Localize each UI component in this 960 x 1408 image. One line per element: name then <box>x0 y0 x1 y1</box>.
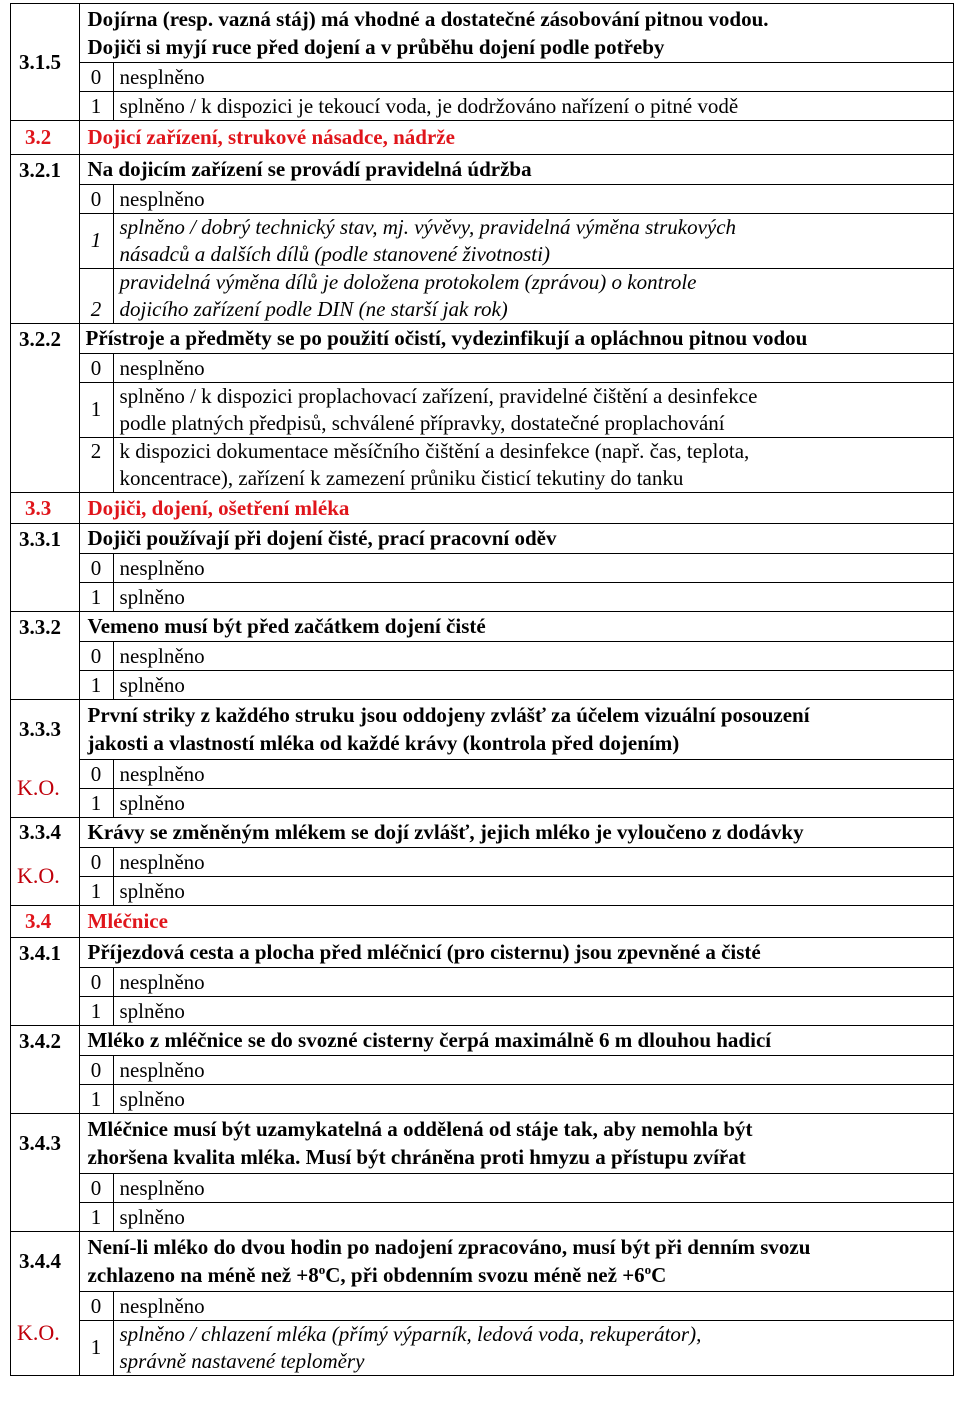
option-number: 0 <box>79 1055 113 1084</box>
option-number: 1 <box>79 382 113 437</box>
option-text <box>113 1320 953 1375</box>
option-text <box>113 213 953 268</box>
option-text: nesplněno <box>113 759 953 788</box>
option-text: nesplněno <box>113 353 953 382</box>
question-part: zchlazeno na méně než +8 <box>87 1263 319 1287</box>
option-line: dojicího zařízení podle DIN (ne starší jak rok) <box>119 296 508 321</box>
option-number: 1 <box>79 996 113 1025</box>
option-text <box>113 268 953 323</box>
item-question: Krávy se změněným mlékem se dojí zvlášť, jejich mléko je vyloučeno z dodávky <box>79 817 953 847</box>
option-text: splněno / k dispozici je tekoucí voda, je dodržováno nařízení o pitné vodě <box>113 91 953 120</box>
knockout-label: K.O. <box>11 1291 79 1375</box>
empty-cell <box>11 1173 79 1231</box>
option-number: 0 <box>79 847 113 876</box>
option-text: nesplněno <box>113 184 953 213</box>
item-question: Přístroje a předměty se po použití očistí, vydezinfikují a opláchnou pitnou vodou <box>79 323 953 353</box>
section-number: 3.2 <box>11 120 79 154</box>
option-number: 1 <box>79 876 113 905</box>
option-number: 1 <box>79 213 113 268</box>
option-number: 0 <box>79 553 113 582</box>
item-question: Dojiči používají při dojení čisté, prací pracovní oděv <box>79 523 953 553</box>
option-text <box>113 437 953 492</box>
section-title: Dojicí zařízení, strukové násadce, nádrže <box>79 120 953 154</box>
item-code: 3.3.3 <box>11 699 79 759</box>
option-number: 2 <box>79 268 113 323</box>
option-number: 0 <box>79 759 113 788</box>
option-line: splněno / dobrý technický stav, mj. vývěvy, pravidelná výměna strukových <box>119 214 737 239</box>
option-number: 1 <box>79 582 113 611</box>
option-line: správně nastavené teploměry <box>119 1348 365 1373</box>
option-number: 0 <box>79 1291 113 1320</box>
option-number: 1 <box>79 91 113 120</box>
option-text: splněno <box>113 1202 953 1231</box>
item-question: Příjezdová cesta a plocha před mléčnicí (pro cisternu) jsou zpevněné a čisté <box>79 937 953 967</box>
item-question: Vemeno musí být před začátkem dojení čisté <box>79 611 953 641</box>
option-line: splněno / chlazení mléka (přímý výparník, ledová voda, rekuperátor), <box>119 1321 702 1346</box>
item-code: 3.3.1 <box>11 523 79 611</box>
option-text: splněno <box>113 670 953 699</box>
option-number: 0 <box>79 62 113 91</box>
option-text: nesplněno <box>113 847 953 876</box>
item-code: 3.4.1 <box>11 937 79 1025</box>
option-number: 1 <box>79 1202 113 1231</box>
option-number: 0 <box>79 184 113 213</box>
question-line: Mléčnice musí být uzamykatelná a oddělená od stáje tak, aby nemohla být <box>87 1117 753 1141</box>
item-code: 3.4.3 <box>11 1113 79 1173</box>
option-line: pravidelná výměna dílů je doložena protokolem (zprávou) o kontrole <box>119 269 697 294</box>
item-code: 3.2.2 <box>11 323 79 492</box>
option-text: nesplněno <box>113 641 953 670</box>
option-line: koncentrace), zařízení k zamezení průniku čisticí tekutiny do tanku <box>119 465 684 490</box>
item-question: Mléko z mléčnice se do svozné cisterny čerpá maximálně 6 m dlouhou hadicí <box>79 1025 953 1055</box>
option-text: nesplněno <box>113 553 953 582</box>
option-text: nesplněno <box>113 1291 953 1320</box>
option-text: splněno <box>113 876 953 905</box>
item-question <box>79 4 953 62</box>
question-line: jakosti a vlastností mléka od každé krávy (kontrola před dojením) <box>87 731 680 755</box>
item-question <box>79 1113 953 1173</box>
option-text: splněno <box>113 788 953 817</box>
item-code: 3.3.4 <box>11 817 79 847</box>
item-code: 3.2.1 <box>11 154 79 323</box>
section-title: Dojiči, dojení, ošetření mléka <box>79 492 953 523</box>
question-part: C, při obdenním svozu méně než +6 <box>325 1263 645 1287</box>
question-line: První striky z každého struku jsou oddojeny zvlášť za účelem vizuální posouzení <box>87 703 810 727</box>
option-text: nesplněno <box>113 967 953 996</box>
option-number: 0 <box>79 967 113 996</box>
item-code: 3.4.2 <box>11 1025 79 1113</box>
option-number: 0 <box>79 641 113 670</box>
section-number: 3.3 <box>11 492 79 523</box>
option-number: 1 <box>79 1320 113 1375</box>
item-question <box>79 699 953 759</box>
knockout-label: K.O. <box>11 759 79 817</box>
item-question <box>79 1231 953 1291</box>
question-line: zhoršena kvalita mléka. Musí být chráněna proti hmyzu a přístupu zvířat <box>87 1145 746 1169</box>
option-number: 0 <box>79 353 113 382</box>
question-line: Dojiči si myjí ruce před dojení a v průběhu dojení podle potřeby <box>87 34 665 59</box>
section-number: 3.4 <box>11 905 79 937</box>
item-code: 3.1.5 <box>11 4 79 120</box>
question-line: Dojírna (resp. vazná stáj) má vhodné a dostatečné zásobování pitnou vodou. <box>87 6 769 31</box>
option-text: nesplněno <box>113 1173 953 1202</box>
option-number: 1 <box>79 1084 113 1113</box>
section-title: Mléčnice <box>79 905 953 937</box>
degree-mark: o <box>644 1262 652 1277</box>
option-text: splněno <box>113 1084 953 1113</box>
option-number: 1 <box>79 788 113 817</box>
option-line: k dispozici dokumentace měsíčního čištění a desinfekce (např. čas, teplota, <box>119 438 750 463</box>
option-number: 1 <box>79 670 113 699</box>
option-text: nesplněno <box>113 62 953 91</box>
option-number: 2 <box>79 437 113 492</box>
question-line: Není-li mléko do dvou hodin po nadojení zpracováno, musí být při denním svozu <box>87 1235 811 1259</box>
option-line: násadců a dalších dílů (podle stanovené životnosti) <box>119 241 550 266</box>
knockout-label: K.O. <box>11 847 79 905</box>
item-code: 3.3.2 <box>11 611 79 699</box>
question-line <box>88 1261 954 1289</box>
item-code: 3.4.4 <box>11 1231 79 1291</box>
option-number: 0 <box>79 1173 113 1202</box>
degree-mark: o <box>318 1262 326 1277</box>
option-line: splněno / k dispozici proplachovací zařízení, pravidelné čištění a desinfekce <box>119 383 758 408</box>
checklist-table <box>10 3 954 1376</box>
option-text <box>113 382 953 437</box>
item-question: Na dojicím zařízení se provádí pravidelná údržba <box>79 154 953 184</box>
question-part: C <box>651 1263 667 1287</box>
option-line: podle platných předpisů, schválené přípravky, dostatečné proplachování <box>119 410 725 435</box>
option-text: nesplněno <box>113 1055 953 1084</box>
option-text: splněno <box>113 996 953 1025</box>
option-text: splněno <box>113 582 953 611</box>
